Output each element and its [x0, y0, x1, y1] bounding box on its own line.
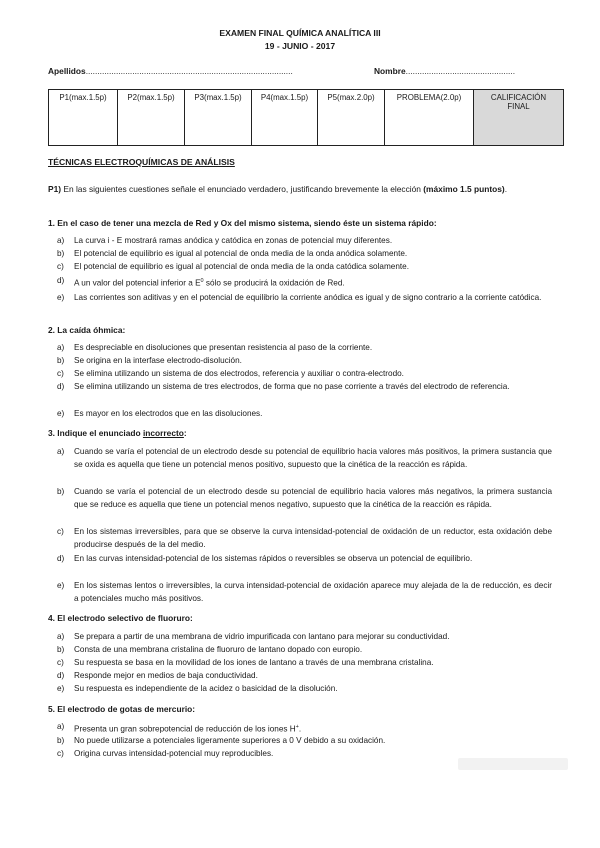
question-3-title: 3. Indique el enunciado incorrecto:: [48, 428, 187, 438]
grades-row: [49, 90, 564, 146]
p1-max: (máximo 1.5 puntos): [423, 184, 505, 194]
nombre-label: Nombre: [374, 66, 406, 76]
q2-option-a[interactable]: a) Es despreciable en disoluciones que presentan resistencia al paso de la corriente.: [57, 343, 373, 352]
p1-label: P1): [48, 184, 62, 194]
q1-option-e[interactable]: e) Las corrientes son aditivas y en el potencial de equilibrio la corriente anódica es igual y de signo contrario a la corriente catódica.: [57, 293, 542, 302]
q3-option-d[interactable]: d) En las curvas intensidad-potencial de los sistemas rápidos o reversibles se observa un potencial de equilibrio.: [57, 554, 473, 563]
q2-option-c[interactable]: c) Se elimina utilizando un sistema de dos electrodos, referencia y auxiliar o contra-electrodo.: [57, 369, 404, 378]
apellidos-label: Apellidos: [48, 66, 86, 76]
question-1-title: 1. En el caso de tener una mezcla de Red y Ox del mismo sistema, siendo éste un sistema rápido:: [48, 218, 437, 228]
q1-option-d[interactable]: d) A un valor del potencial inferior a $E^0$ sólo se producirá la oxidación de Red.: [57, 276, 345, 288]
q1-option-c[interactable]: c) El potencial de equilibrio es igual al potencial de onda media de la onda catódica solamente.: [57, 262, 410, 271]
watermark-graphic: [458, 756, 568, 772]
q2-option-b[interactable]: b) Se origina en la interfase electrodo-disolución.: [57, 356, 242, 365]
q3-option-e[interactable]: e) En los sistemas lentos o irreversibles, la curva intensidad-potencial de oxidación aparece muy alejada de la de reducción, es decir a potenciales mucho más positivos.: [57, 581, 552, 603]
q5-option-c[interactable]: c) Origina curvas intensidad-potencial muy reproducibles.: [57, 749, 274, 758]
q5-option-b[interactable]: b) No puede utilizarse a potenciales ligeramente superiores a 0 V debido a su oxidación.: [57, 736, 386, 745]
student-name-row: [48, 66, 552, 76]
q4-option-c[interactable]: c) Su respuesta se basa en la movilidad de los iones de lantano a través de una membrana cristalina.: [57, 658, 434, 667]
q2-option-e[interactable]: e) Es mayor en los electrodos que en las disoluciones.: [57, 409, 263, 418]
q3-option-a[interactable]: a) Cuando se varía el potencial de un electrodo desde su potencial de equilibrio hacia valores más positivos, la primera sustancia que se oxida es aquella que tiene un potencial menos positivo, supuesto que la cinética de la reacción es rápida.: [57, 447, 552, 469]
q2-option-d[interactable]: d) Se elimina utilizando un sistema de tres electrodos, de forma que no pase corriente a través del electrodo de referencia.: [57, 382, 510, 391]
q4-option-b[interactable]: b) Consta de una membrana cristalina de fluoruro de lantano dopado con europio.: [57, 645, 363, 654]
grade-cell-final: CALIFICACIÓN FINAL: [474, 90, 564, 146]
q5-option-a[interactable]: a) Presenta un gran sobrepotencial de reducción de los iones H+.: [57, 722, 302, 734]
section-title: TÉCNICAS ELECTROQUÍMICAS DE ANÁLISIS: [48, 157, 235, 167]
exam-title: EXAMEN FINAL QUÍMICA ANALÍTICA III: [219, 28, 381, 38]
q1-option-b[interactable]: b) El potencial de equilibrio es igual al potencial de onda media de la onda anódica solamente.: [57, 249, 408, 258]
question-5-title: 5. El electrodo de gotas de mercurio:: [48, 704, 196, 714]
q3-option-b[interactable]: b) Cuando se varía el potencial de un electrodo desde su potencial de equilibrio hacia valores más negativos, la primera sustancia que se reduce es aquella que tiene un potencial menos negativo, supuesto que la cinética de la reacción es rápida.: [57, 487, 552, 509]
grade-cell-p5: P5(max.2.0p): [318, 90, 385, 146]
p1-instructions: P1) En las siguientes cuestiones señale el enunciado verdadero, justificando brevemente la elección (máximo 1.5 puntos).: [48, 184, 508, 194]
q3-option-c[interactable]: c) En los sistemas irreversibles, para que se observe la curva intensidad-potencial de oxidación de un reductor, esta oxidación debe producirse después de la del medio.: [57, 527, 552, 549]
apellidos-field[interactable]: .........................................................................................: [85, 66, 293, 76]
q4-option-e[interactable]: e) Su respuesta es independiente de la acidez o basicidad de la disolución.: [57, 684, 338, 693]
grades-table: [48, 89, 564, 146]
q4-option-a[interactable]: a) Se prepara a partir de una membrana de vidrio impurificada con lantano para mejorar su conductividad.: [57, 632, 450, 641]
q1-option-a[interactable]: a) La curva i - E mostrará ramas anódica y catódica en zonas de potencial muy diferentes.: [57, 236, 393, 245]
exam-date: 19 - JUNIO - 2017: [264, 41, 336, 51]
p1-text: En las siguientes cuestiones señale el enunciado verdadero, justificando brevemente la elección: [61, 184, 424, 194]
grade-cell-p1: P1(max.1.5p): [49, 90, 118, 146]
question-2-title: 2. La caída óhmica:: [48, 325, 126, 335]
q4-option-d[interactable]: d) Responde mejor en medios de baja conductividad.: [57, 671, 258, 680]
grade-cell-problema: PROBLEMA(2.0p): [385, 90, 474, 146]
grade-cell-p4: P4(max.1.5p): [252, 90, 318, 146]
question-4-title: 4. El electrodo selectivo de fluoruro:: [48, 613, 193, 623]
grade-cell-p3: P3(max.1.5p): [185, 90, 252, 146]
grade-cell-p2: P2(max.1.5p): [118, 90, 185, 146]
nombre-field[interactable]: ...............................................: [405, 66, 516, 76]
